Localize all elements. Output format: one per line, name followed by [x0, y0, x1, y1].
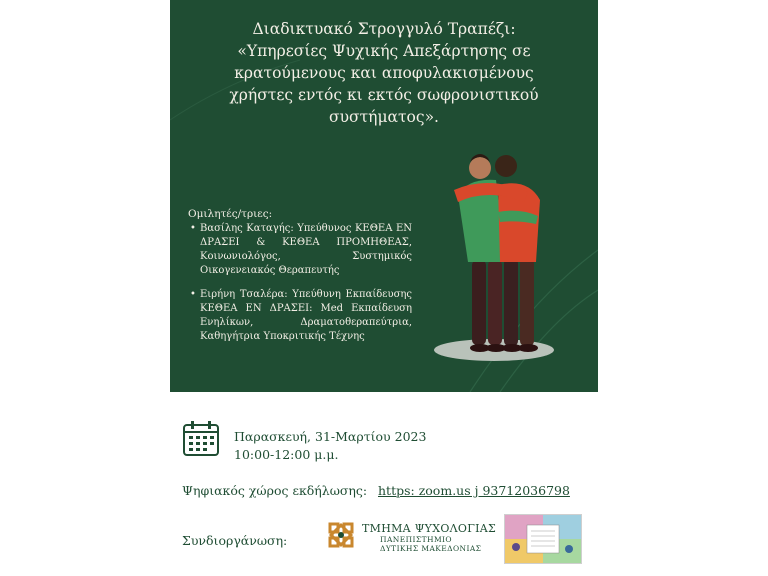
university-label: ΠΑΝΕΠΙΣΤΗΜΙΟ — [380, 535, 452, 544]
bullet-icon: • — [190, 289, 196, 300]
title-line-5: συστήματος». — [329, 108, 439, 126]
bullet-icon: • — [190, 223, 196, 234]
speakers-heading: Ομιλητές/τριες: — [188, 208, 273, 220]
university-region: ΔΥΤΙΚΗΣ ΜΑΚΕΔΟΝΙΑΣ — [380, 544, 482, 553]
university-logo — [326, 520, 356, 550]
department-name: ΤΜΗΜΑ ΨΥΧΟΛΟΓΙΑΣ — [362, 522, 497, 535]
co-organization-label: Συνδιοργάνωση: — [182, 533, 288, 548]
title-line-4: χρήστες εντός κι εκτός σωφρονιστικού — [229, 86, 539, 104]
speaker-text: Ειρήνη Τσαλέρα: Υπεύθυνη Εκπαίδευσης ΚΕΘΕΑ ΕΝ ΔΡΑΣΕΙ: Med Εκπαίδευση Ενηλίκων, Δραματοθεραπεύτρια, Καθηγήτρια Υποκριτικής Τέχνης — [200, 289, 412, 342]
hugging-people-illustration — [428, 150, 568, 370]
speaker-text: Βασίλης Καταγής: Υπεύθυνος ΚΕΘΕΑ ΕΝ ΔΡΑΣΕΙ & ΚΕΘΕΑ ΠΡΟΜΗΘΕΑΣ, Κοινωνιολόγος, Συστημικός Οικογενειακός Θεραπευτής — [200, 223, 412, 276]
zoom-link[interactable]: https: zoom.us j 93712036798 — [378, 483, 570, 498]
event-date: Παρασκευή, 31-Μαρτίου 2023 — [234, 429, 427, 444]
speaker-item — [190, 222, 412, 278]
title-line-2: «Υπηρεσίες Ψυχικής Απεξάρτησης σε — [237, 42, 531, 60]
partner-logo — [504, 514, 582, 564]
event-poster — [170, 0, 598, 576]
speaker-item — [190, 288, 412, 344]
event-time: 10:00-12:00 μ.μ. — [234, 447, 339, 462]
event-datetime — [234, 428, 426, 464]
university-name — [362, 522, 496, 553]
event-title — [170, 18, 598, 128]
poster-header-panel — [170, 0, 598, 392]
title-line-3: κρατούμενους και αποφυλακισμένους — [234, 64, 534, 82]
venue-label: Ψηφιακός χώρος εκδήλωσης: — [182, 483, 368, 498]
calendar-icon — [182, 420, 220, 458]
title-line-1: Διαδικτυακό Στρογγυλό Τραπέζι: — [252, 20, 516, 38]
